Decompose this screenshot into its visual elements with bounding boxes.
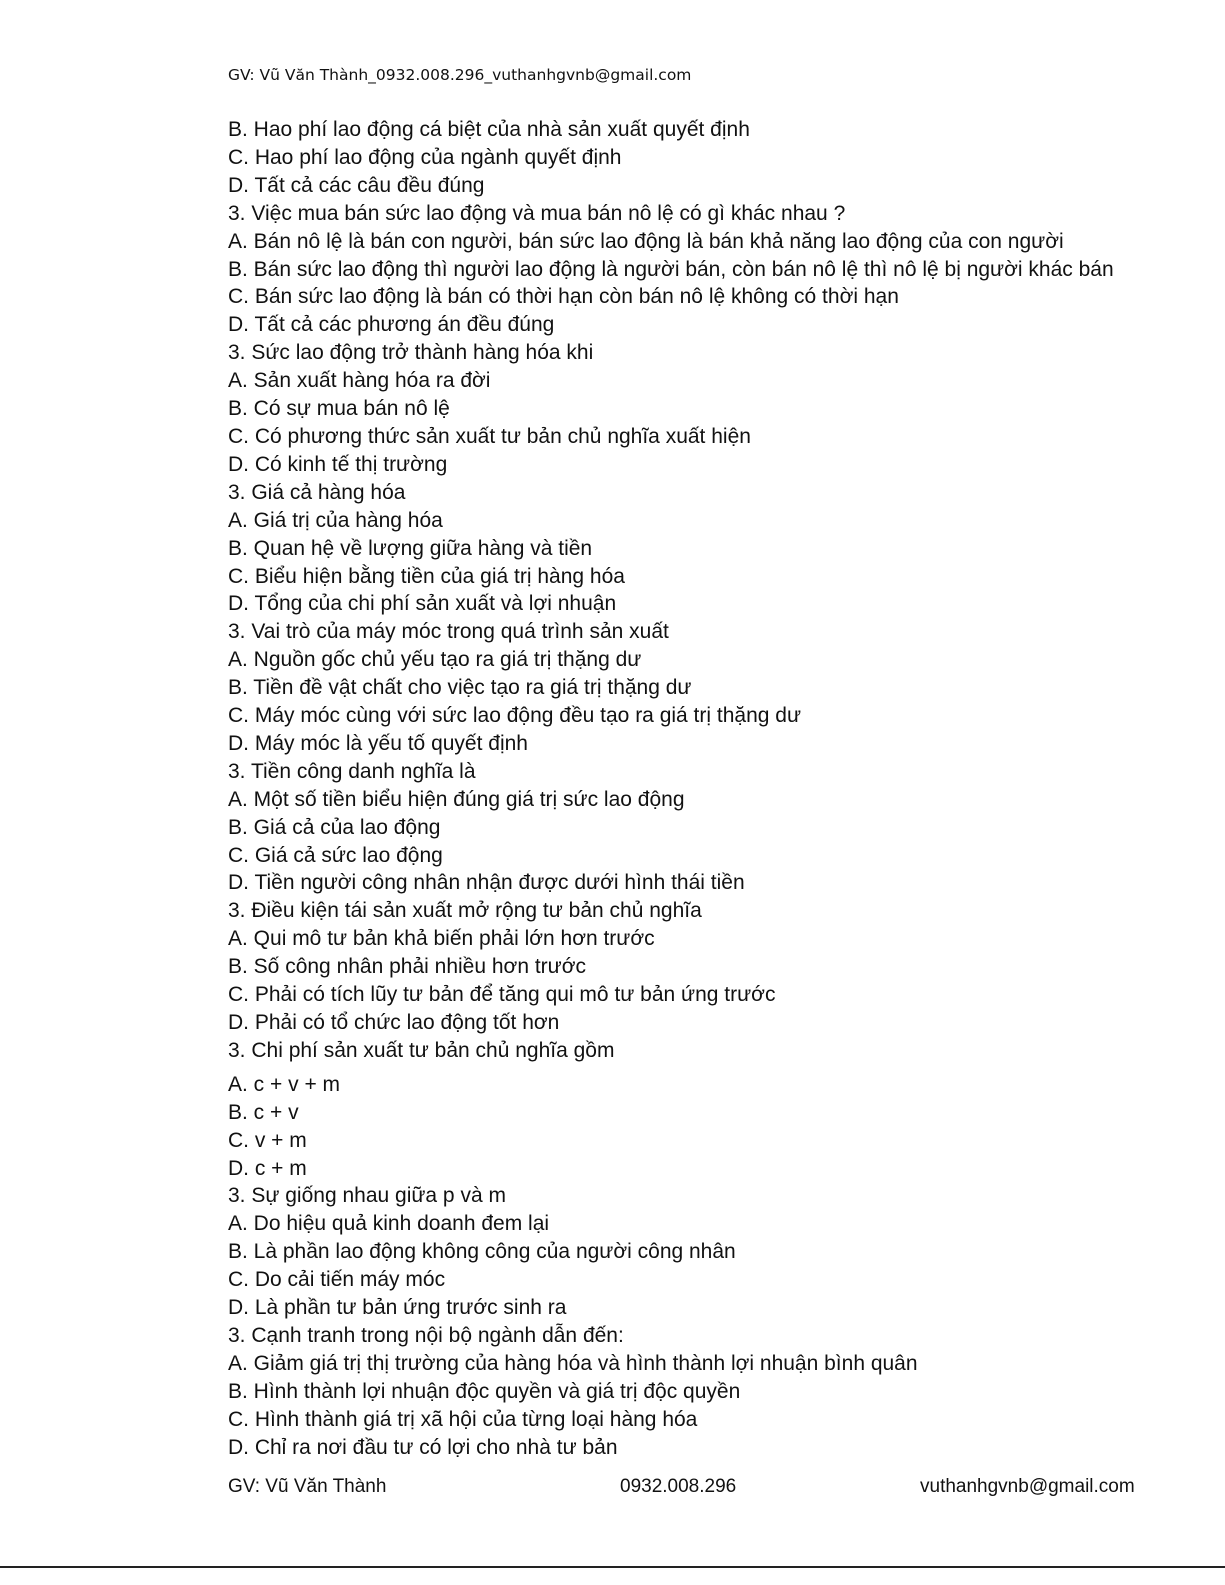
text-line: A. Bán nô lệ là bán con người, bán sức lao động là bán khả năng lao động của con người — [228, 229, 1064, 253]
text-line: A. Giảm giá trị thị trường của hàng hóa và hình thành lợi nhuận bình quân — [228, 1351, 918, 1375]
question-line: 3. Điều kiện tái sản xuất mở rộng tư bản chủ nghĩa — [228, 899, 702, 923]
text-line: A. Sản xuất hàng hóa ra đời — [228, 369, 491, 393]
text-line: D. Tiền người công nhân nhận được dưới hình thái tiền — [228, 871, 745, 895]
text-line: D. c + m — [228, 1156, 307, 1180]
text-line: A. Do hiệu quả kinh doanh đem lại — [228, 1212, 550, 1236]
question-line: 3. Vai trò của máy móc trong quá trình sản xuất — [228, 620, 669, 644]
text-line: C. Hình thành giá trị xã hội của từng loại hàng hóa — [228, 1407, 698, 1431]
text-line: B. Bán sức lao động thì người lao động là người bán, còn bán nô lệ thì nô lệ bị người khác bán — [228, 257, 1114, 281]
text-line: A. Giá trị của hàng hóa — [228, 508, 443, 532]
footer-author: GV: Vũ Văn Thành — [228, 1476, 387, 1497]
text-line: A. Qui mô tư bản khả biến phải lớn hơn trước — [228, 927, 655, 951]
question-line: 3. Cạnh tranh trong nội bộ ngành dẫn đến: — [228, 1323, 624, 1347]
text-line: C. v + m — [228, 1128, 307, 1152]
text-line: C. Có phương thức sản xuất tư bản chủ nghĩa xuất hiện — [228, 424, 751, 448]
question-line: 3. Giá cả hàng hóa — [228, 480, 406, 504]
text-line: C. Do cải tiến máy móc — [228, 1268, 446, 1292]
text-line: D. Tất cả các câu đều đúng — [228, 173, 485, 197]
text-line: D. Tất cả các phương án đều đúng — [228, 313, 555, 337]
text-line: B. c + v — [228, 1100, 299, 1124]
text-line: D. Phải có tổ chức lao động tốt hơn — [228, 1011, 560, 1034]
page-header: GV: Vũ Văn Thành_0932.008.296_vuthanhgvnb@gmail.com — [228, 66, 692, 84]
question-line: 3. Chi phí sản xuất tư bản chủ nghĩa gồm — [228, 1038, 615, 1062]
question-line: 3. Sức lao động trở thành hàng hóa khi — [228, 341, 594, 365]
text-line: A. Nguồn gốc chủ yếu tạo ra giá trị thặng dư — [228, 648, 642, 672]
text-line: C. Hao phí lao động của ngành quyết định — [228, 145, 622, 169]
text-line: A. c + v + m — [228, 1072, 341, 1096]
text-line: C. Giá cả sức lao động — [228, 843, 443, 867]
text-line: B. Số công nhân phải nhiều hơn trước — [228, 955, 586, 979]
text-line: B. Tiền đề vật chất cho việc tạo ra giá trị thặng dư — [228, 676, 692, 700]
text-line: D. Là phần tư bản ứng trước sinh ra — [228, 1296, 567, 1320]
text-line: D. Có kinh tế thị trường — [228, 452, 448, 476]
text-line: B. Là phần lao động không công của người công nhân — [228, 1240, 736, 1264]
document-body — [228, 116, 1208, 1462]
footer-phone: 0932.008.296 — [620, 1476, 737, 1497]
text-line: C. Biểu hiện bằng tiền của giá trị hàng hóa — [228, 564, 625, 588]
text-line: B. Hao phí lao động cá biệt của nhà sản xuất quyết định — [228, 118, 750, 141]
text-line: C. Phải có tích lũy tư bản để tăng qui mô tư bản ứng trước — [228, 983, 776, 1007]
text-line: B. Quan hệ về lượng giữa hàng và tiền — [228, 536, 593, 560]
text-line: D. Chỉ ra nơi đầu tư có lợi cho nhà tư bản — [228, 1435, 618, 1459]
text-line: C. Máy móc cùng với sức lao động đều tạo ra giá trị thặng dư — [228, 704, 802, 728]
text-line: D. Máy móc là yếu tố quyết định — [228, 731, 528, 755]
text-line: A. Một số tiền biểu hiện đúng giá trị sức lao động — [228, 787, 685, 811]
question-line: 3. Việc mua bán sức lao động và mua bán nô lệ có gì khác nhau ? — [228, 201, 846, 225]
text-line: B. Hình thành lợi nhuận độc quyền và giá trị độc quyền — [228, 1379, 741, 1403]
bottom-rule — [0, 1566, 1225, 1568]
text-line: D. Tổng của chi phí sản xuất và lợi nhuận — [228, 592, 617, 616]
text-line: C. Bán sức lao động là bán có thời hạn còn bán nô lệ không có thời hạn — [228, 285, 899, 309]
footer-email: vuthanhgvnb@gmail.com — [920, 1476, 1135, 1497]
text-line: B. Giá cả của lao động — [228, 815, 441, 839]
question-line: 3. Sự giống nhau giữa p và m — [228, 1184, 506, 1208]
question-line: 3. Tiền công danh nghĩa là — [228, 759, 476, 783]
text-line: B. Có sự mua bán nô lệ — [228, 397, 450, 421]
